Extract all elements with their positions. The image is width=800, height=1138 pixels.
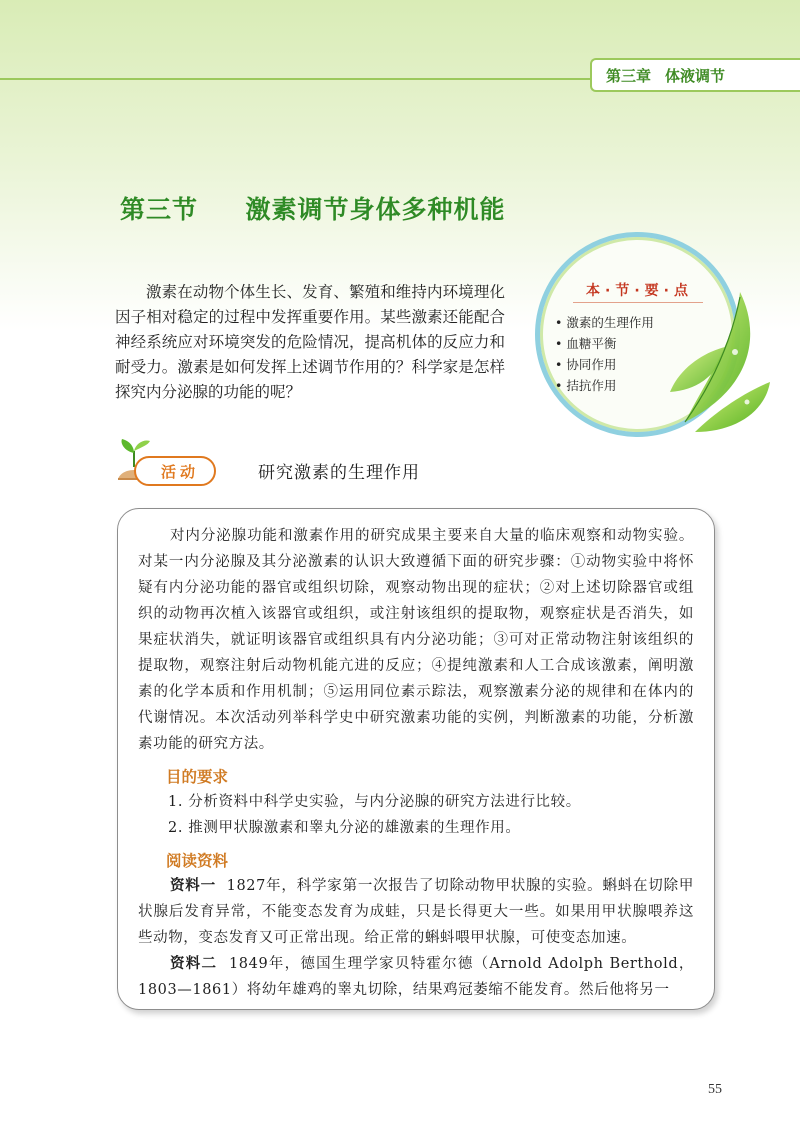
material-two <box>138 951 694 1003</box>
key-points-panel <box>535 232 775 447</box>
goals-heading: 目的要求 <box>166 768 229 786</box>
activity-paragraph: 对内分泌腺功能和激素作用的研究成果主要来自大量的临床观察和动物实验。对某一内分泌腺及其分泌激素的认识大致遵循下面的研究步骤：①动物实验中将怀疑有内分泌功能的器官或组织切除，观察动物出现的症状；②对上述切除器官或组织的动物再次植入该器官或组织，或注射该组织的提取物，观察症状是否消失，如果症状消失，就证明该器官或组织具有内分泌功能；③可对正常动物注射该组织的提取物，观察注射后动物机能亢进的反应；④提纯激素和人工合成该激素，阐明激素的化学本质和作用机制；⑤运用同位素示踪法，观察激素分泌的规律和在体内的代谢情况。本次活动列举科学史中研究激素功能的实例，判断激素的功能，分析激素功能的研究方法。 <box>138 528 694 752</box>
page-number: 55 <box>708 1082 722 1097</box>
activity-title: 研究激素的生理作用 <box>258 463 420 483</box>
key-points-list <box>555 312 654 396</box>
reading-heading: 阅读资料 <box>166 852 229 870</box>
key-point-item: • 血糖平衡 <box>555 333 654 354</box>
section-number: 第三节 <box>120 195 199 224</box>
chapter-number: 第三章 <box>606 66 652 85</box>
material-two-label: 资料二 <box>170 956 218 972</box>
key-points-title: 本 · 节 · 要 · 点 <box>586 283 690 299</box>
goals-list <box>168 789 694 841</box>
material-one <box>138 873 694 951</box>
activity-box <box>117 508 715 1010</box>
key-point-item: • 激素的生理作用 <box>555 312 654 333</box>
key-point-item: • 拮抗作用 <box>555 375 654 396</box>
activity-badge: 活动 <box>134 456 216 486</box>
leaf-decoration-icon <box>665 272 775 447</box>
key-point-item: • 协同作用 <box>555 354 654 375</box>
section-title <box>120 190 505 226</box>
goal-item: 1. 分析资料中科学史实验，与内分泌腺的研究方法进行比较。 <box>168 794 581 810</box>
material-one-text: 1827年，科学家第一次报告了切除动物甲状腺的实验。蝌蚪在切除甲状腺后发育异常，不能变态发育为成蛙，只是长得更大一些。如果用甲状腺喂养这些动物，变态发育又可正常出现。给正常的蝌蚪喂甲状腺，可使变态加速。 <box>138 878 694 946</box>
section-heading: 激素调节身体多种机能 <box>245 195 506 224</box>
intro-paragraph: 激素在动物个体生长、发育、繁殖和维持内环境理化因子相对稳定的过程中发挥重要作用。某些激素还能配合神经系统应对环境突发的危险情况，提高机体的反应力和耐受力。激素是如何发挥上述调节作用的？科学家是怎样探究内分泌腺的功能的呢？ <box>115 283 505 401</box>
material-one-label: 资料一 <box>170 878 216 894</box>
goal-item: 2. 推测甲状腺激素和睾丸分泌的雄激素的生理作用。 <box>168 820 521 836</box>
chapter-header <box>590 58 800 92</box>
chapter-topic: 体液调节 <box>665 66 726 85</box>
material-two-text: 1849年，德国生理学家贝特霍尔德（Arnold Adolph Berthold，1803—1861）将幼年雄鸡的睾丸切除，结果鸡冠萎缩不能发育。然后他将另一 <box>138 956 694 998</box>
